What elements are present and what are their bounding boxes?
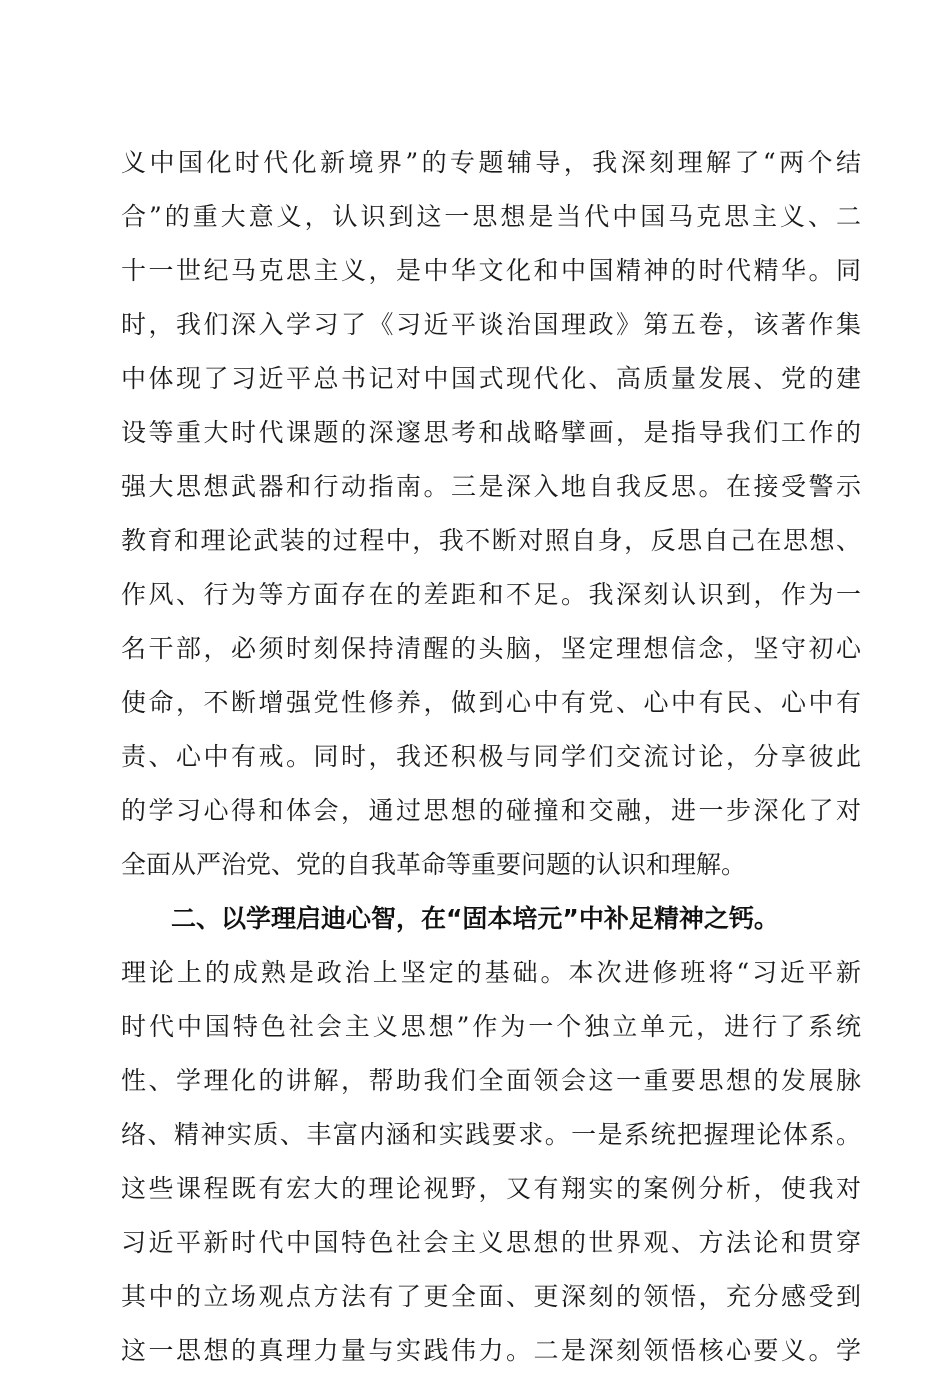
text-line: 其中的立场观点方法有了更全面、更深刻的领悟，充分感受到 bbox=[121, 1282, 861, 1311]
text-line: 名干部，必须时刻保持清醒的头脑，坚定理想信念，坚守初心 bbox=[121, 634, 861, 663]
text-line: 十一世纪马克思主义，是中华文化和中国精神的时代精华。同 bbox=[121, 256, 861, 285]
text-line: 全面从严治党、党的自我革命等重要问题的认识和理解。 bbox=[121, 850, 747, 879]
text-line: 理论上的成熟是政治上坚定的基础。本次进修班将“习近平新 bbox=[121, 958, 861, 987]
text-line: 作风、行为等方面存在的差距和不足。我深刻认识到，作为一 bbox=[121, 580, 861, 609]
text-line: 这些课程既有宏大的理论视野，又有翔实的案例分析，使我对 bbox=[121, 1174, 861, 1203]
text-line: 中体现了习近平总书记对中国式现代化、高质量发展、党的建 bbox=[121, 364, 861, 393]
text-line: 习近平新时代中国特色社会主义思想的世界观、方法论和贯穿 bbox=[121, 1228, 861, 1257]
section-heading: 二、以学理启迪心智，在“固本培元”中补足精神之钙。 bbox=[171, 904, 779, 933]
text-line: 的学习心得和体会，通过思想的碰撞和交融，进一步深化了对 bbox=[121, 796, 861, 825]
text-line: 性、学理化的讲解，帮助我们全面领会这一重要思想的发展脉 bbox=[121, 1066, 861, 1095]
text-line: 教育和理论武装的过程中，我不断对照自身，反思自己在思想、 bbox=[121, 526, 861, 555]
paragraph-2 bbox=[121, 946, 861, 1378]
text-line: 这一思想的真理力量与实践伟力。二是深刻领悟核心要义。学 bbox=[121, 1336, 861, 1365]
text-line: 使命，不断增强党性修养，做到心中有党、心中有民、心中有 bbox=[121, 688, 861, 717]
text-line: 设等重大时代课题的深邃思考和战略擘画，是指导我们工作的 bbox=[121, 418, 861, 447]
text-line: 络、精神实质、丰富内涵和实践要求。一是系统把握理论体系。 bbox=[121, 1120, 861, 1149]
text-line: 责、心中有戒。同时，我还积极与同学们交流讨论，分享彼此 bbox=[121, 742, 861, 771]
text-line: 合”的重大意义，认识到这一思想是当代中国马克思主义、二 bbox=[121, 202, 861, 231]
text-line: 时代中国特色社会主义思想”作为一个独立单元，进行了系统 bbox=[121, 1012, 861, 1041]
text-line: 时，我们深入学习了《习近平谈治国理政》第五卷，该著作集 bbox=[121, 310, 861, 339]
paragraph-1 bbox=[121, 136, 861, 892]
document-body bbox=[121, 136, 861, 1378]
text-line: 义中国化时代化新境界”的专题辅导，我深刻理解了“两个结 bbox=[121, 148, 861, 177]
text-line: 强大思想武器和行动指南。三是深入地自我反思。在接受警示 bbox=[121, 472, 861, 501]
